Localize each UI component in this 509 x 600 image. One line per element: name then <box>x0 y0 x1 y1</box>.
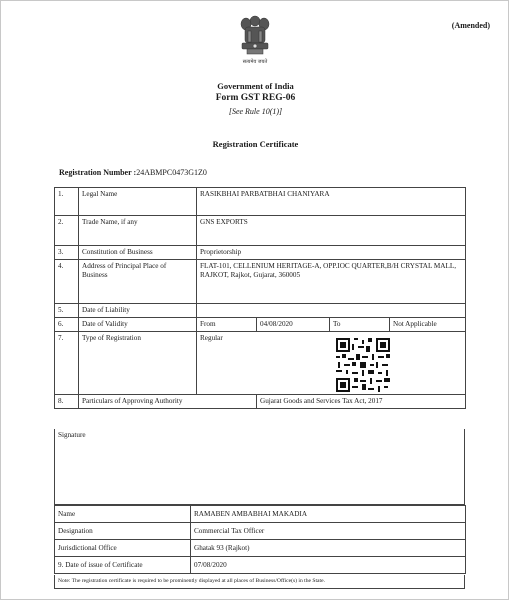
table-row <box>55 523 466 540</box>
table-row <box>55 332 466 395</box>
emblem-caption: सत्यमेव जयते <box>242 59 268 65</box>
row-number: 2. <box>55 216 79 246</box>
address-label: Address of Principal Place of Business <box>79 260 197 304</box>
qr-code-icon <box>336 338 390 392</box>
registration-type-cell <box>197 332 466 395</box>
row-number: 1. <box>55 188 79 216</box>
jurisdictional-office-label: Jurisdictional Office <box>55 540 191 557</box>
table-row <box>55 318 466 332</box>
approving-authority-value: Gujarat Goods and Services Tax Act, 2017 <box>257 395 466 409</box>
signature-label: Signature <box>58 431 86 439</box>
table-row <box>55 246 466 260</box>
row-number: 6. <box>55 318 79 332</box>
liability-value <box>197 304 466 318</box>
row-number: 4. <box>55 260 79 304</box>
issue-date-value: 07/08/2020 <box>191 557 466 574</box>
validity-from-label: From <box>197 318 257 332</box>
jurisdictional-office-value: Ghatak 93 (Rajkot) <box>191 540 466 557</box>
designation-value: Commercial Tax Officer <box>191 523 466 540</box>
legal-name-value: RASIKBHAI PARBATBHAI CHANIYARA <box>197 188 466 216</box>
row-number: 3. <box>55 246 79 260</box>
amended-label: (Amended) <box>451 21 490 30</box>
liability-label: Date of Liability <box>79 304 197 318</box>
trade-name-value: GNS EXPORTS <box>197 216 466 246</box>
legal-name-label: Legal Name <box>79 188 197 216</box>
validity-to-label: To <box>330 318 390 332</box>
registration-number-value: 24ABMPC0473G1Z0 <box>136 168 207 177</box>
certificate-title: Registration Certificate <box>212 139 299 149</box>
national-emblem-icon <box>235 13 275 69</box>
validity-to-value: Not Applicable <box>390 318 466 332</box>
registration-type-label: Type of Registration <box>79 332 197 395</box>
table-row <box>55 304 466 318</box>
validity-from-value: 04/08/2020 <box>257 318 330 332</box>
rule-reference: [See Rule 10(1)] <box>228 107 283 116</box>
registration-type-value: Regular <box>200 334 223 342</box>
signature-area <box>54 429 465 505</box>
address-value: FLAT-101, CELLENIUM HERITAGE-A, OPP.IOC QUARTER,B/H CRYSTAL MALL, RAJKOT, Rajkot, Gujarat, 360005 <box>197 260 466 304</box>
table-row <box>55 540 466 557</box>
display-note: Note: The registration certificate is required to be prominently displayed at all places of Business/Office(s) in the State. <box>54 575 465 589</box>
row-number: 7. <box>55 332 79 395</box>
issue-date-label: 9. Date of issue of Certificate <box>55 557 191 574</box>
table-row <box>55 260 466 304</box>
trade-name-label: Trade Name, if any <box>79 216 197 246</box>
table-row <box>55 216 466 246</box>
officer-name-value: RAMABEN AMBABHAI MAKADIA <box>191 506 466 523</box>
registration-number-label: Registration Number : <box>59 168 137 177</box>
row-number: 8. <box>55 395 79 409</box>
constitution-label: Constitution of Business <box>79 246 197 260</box>
table-row <box>55 188 466 216</box>
row-number: 5. <box>55 304 79 318</box>
table-row <box>55 395 466 409</box>
validity-label: Date of Validity <box>79 318 197 332</box>
constitution-value: Proprietorship <box>197 246 466 260</box>
government-heading: Government of India <box>217 81 294 91</box>
officer-name-label: Name <box>55 506 191 523</box>
approving-authority-label: Particulars of Approving Authority <box>79 395 257 409</box>
form-title: Form GST REG-06 <box>215 93 296 103</box>
table-row <box>55 557 466 574</box>
designation-label: Designation <box>55 523 191 540</box>
officer-details-table <box>54 505 466 574</box>
table-row <box>55 506 466 523</box>
registration-number-line <box>59 168 207 177</box>
registration-details-table <box>54 187 466 409</box>
